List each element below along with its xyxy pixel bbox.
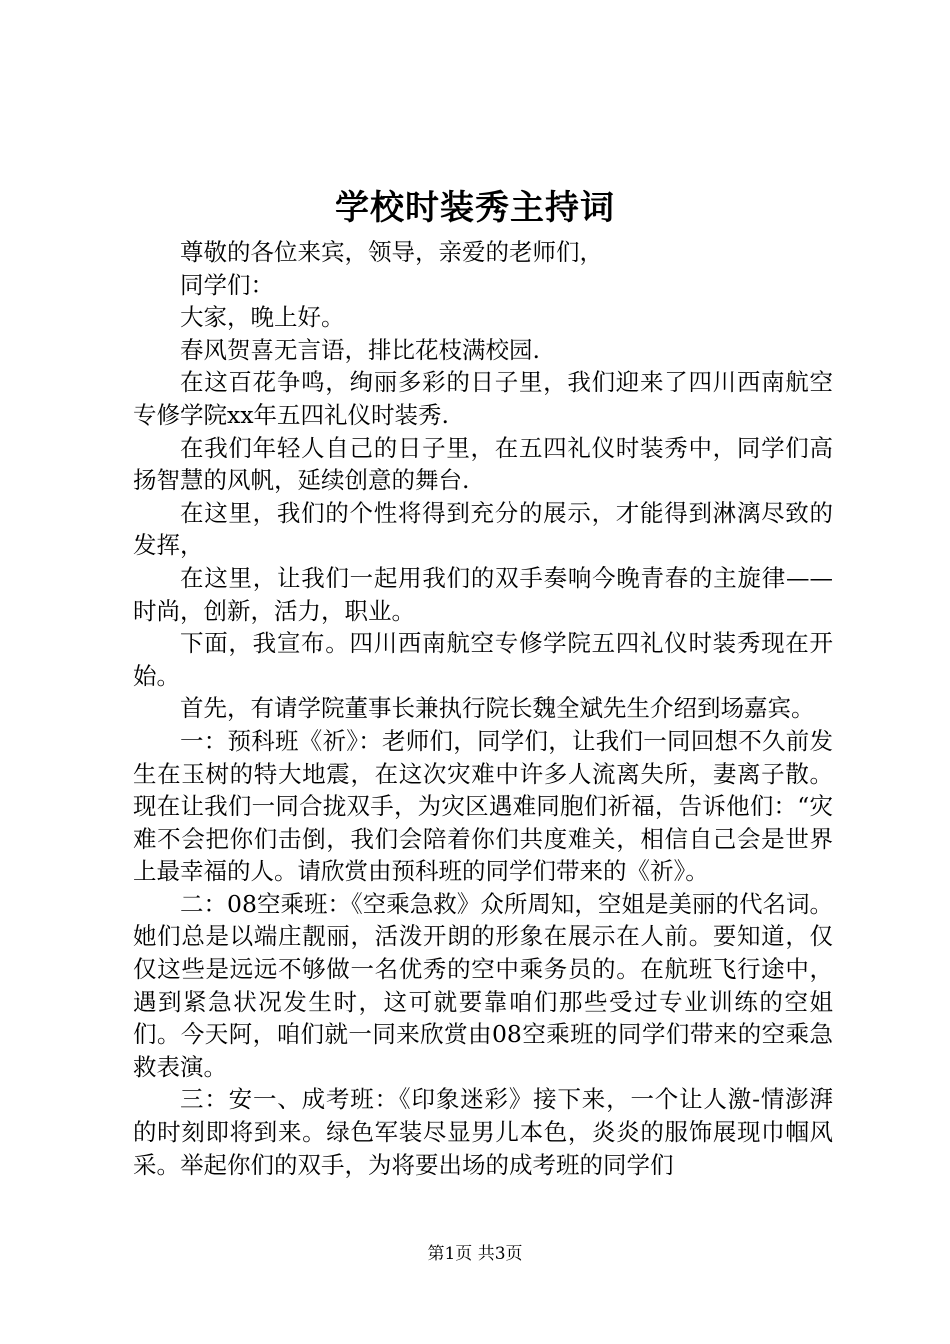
paragraph: 春风贺喜无言语，排比花枝满校园. <box>180 335 540 364</box>
paragraph: 尊敬的各位来宾，领导，亲爱的老师们， <box>180 238 603 266</box>
paragraph: 大家，晚上好。 <box>180 303 345 332</box>
paragraph: 在这里，让我们一起用我们的双手奏响今晚青春的主旋律——时尚，创新，活力，职业。 <box>133 563 833 625</box>
paragraph: 首先，有请学院董事长兼执行院长魏全斌先生介绍到场嘉宾。 <box>180 694 815 723</box>
paragraph: 下面，我宣布。四川西南航空专修学院五四礼仪时装秀现在开始。 <box>133 629 833 690</box>
paragraph: 在这里，我们的个性将得到充分的展示，才能得到淋漓尽致的发挥， <box>133 498 833 560</box>
paragraph: 在这百花争鸣，绚丽多彩的日子里，我们迎来了四川西南航空专修学院xx年五四礼仪时装秀. <box>133 368 833 429</box>
paragraph: 同学们： <box>180 270 274 299</box>
document-title: 学校时装秀主持词 <box>335 188 615 228</box>
paragraph: 在我们年轻人自己的日子里，在五四礼仪时装秀中，同学们高扬智慧的风帆，延续创意的舞台. <box>133 433 833 495</box>
document-body <box>133 236 833 1181</box>
paragraph: 三：安一、成考班：《印象迷彩》接下来，一个让人激-情澎湃的时刻即将到来。绿色军装尽显男儿本色，炎炎的服饰展现巾帼风采。举起你们的双手，为将要出场的成考班的同学们 <box>133 1085 833 1179</box>
paragraph: 一：预科班《祈》：老师们，同学们，让我们一同回想不久前发生在玉树的特大地震，在这次灾难中许多人流离失所，妻离子散。现在让我们一同合拢双手，为灾区遇难同胞们祈福，告诉他们：“灾难不会把你们击倒，我们会陪着你们共度难关，相信自己会是世界上最幸福的人。请欣赏由预科班的同学们带来的《祈》。 <box>133 726 833 886</box>
page-number-footer: 第1页 共3页 <box>427 1244 523 1264</box>
paragraph: 二：08空乘班：《空乘急救》众所周知，空姐是美丽的代名词。她们总是以端庄靓丽，活泼开朗的形象在展示在人前。要知道，仅仅这些是远远不够做一名优秀的空中乘务员的。在航班飞行途中，遇到紧急状况发生时，这可就要靠咱们那些受过专业训练的空姐们。今天阿，咱们就一同来欣赏由08空乘班的同学们带来的空乘急救表演。 <box>133 889 833 1081</box>
